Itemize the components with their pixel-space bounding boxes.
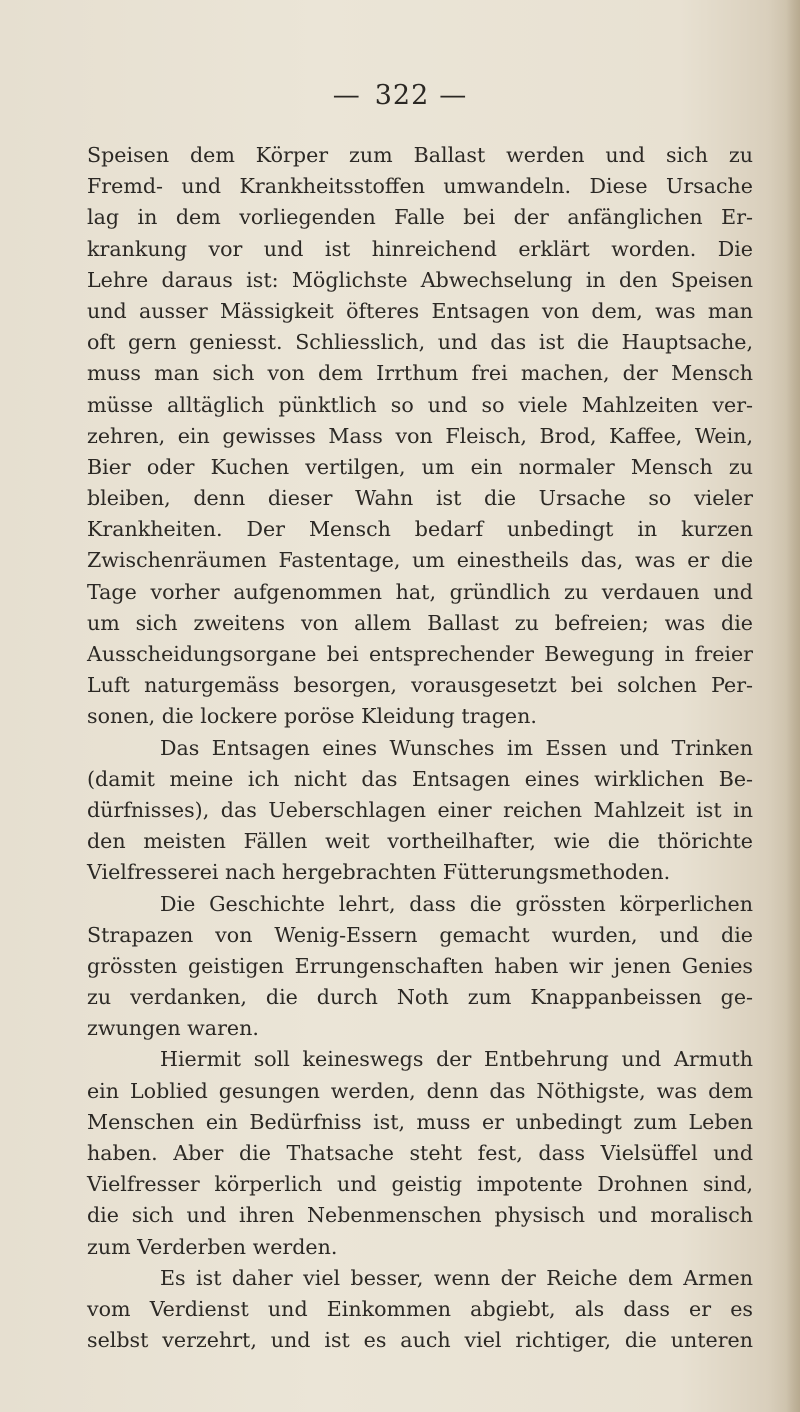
page-number: 322 — [374, 80, 430, 111]
text-line: Zwischenräumen Fastentage, um einestheils das, was er die — [87, 548, 753, 573]
header-dash-right: — — [439, 80, 468, 111]
text-line: bleiben, denn dieser Wahn ist die Ursache so vieler — [87, 486, 753, 511]
text-line: Es ist daher viel besser, wenn der Reiche dem Armen — [160, 1265, 753, 1290]
paragraph-4 — [87, 1044, 753, 1262]
text-line: muss man sich von dem Irrthum frei machen, der Mensch — [87, 361, 753, 386]
text-line: krankung vor und ist hinreichend erklärt worden. Die — [87, 236, 753, 261]
text-line: Vielfresser körperlich und geistig impotente Drohnen sind, — [87, 1172, 753, 1197]
text-line: zu verdanken, die durch Noth zum Knappanbeissen ge- — [87, 985, 753, 1010]
text-line: Das Entsagen eines Wunsches im Essen und Trinken — [160, 735, 753, 760]
text-line: die sich und ihren Nebenmenschen physisch und moralisch — [87, 1203, 753, 1228]
text-line: selbst verzehrt, und ist es auch viel richtiger, die unteren — [87, 1328, 753, 1353]
text-line: dürfnisses), das Ueberschlagen einer reichen Mahlzeit ist in — [87, 797, 753, 822]
text-line: Tage vorher aufgenommen hat, gründlich zu verdauen und — [87, 579, 753, 604]
text-line: Fremd- und Krankheitsstoffen umwandeln. Diese Ursache — [87, 174, 753, 199]
text-line: Menschen ein Bedürfniss ist, muss er unbedingt zum Leben — [87, 1109, 753, 1134]
header-dash-left: — — [332, 80, 361, 111]
text-line: müsse alltäglich pünktlich so und so viele Mahlzeiten ver- — [87, 392, 753, 417]
text-line: grössten geistigen Errungenschaften haben wir jenen Genies — [87, 953, 753, 978]
text-line: Vielfresserei nach hergebrachten Fütterungsmethoden. — [87, 860, 671, 885]
text-line: zehren, ein gewisses Mass von Fleisch, Brod, Kaffee, Wein, — [87, 423, 753, 448]
text-line: und ausser Mässigkeit öfteres Entsagen von dem, was man — [87, 298, 753, 323]
text-line: (damit meine ich nicht das Entsagen eines wirklichen Be- — [87, 766, 753, 791]
page-edge-shadow — [786, 0, 800, 1412]
text-line: um sich zweitens von allem Ballast zu befreien; was die — [87, 610, 753, 635]
text-line: Lehre daraus ist: Möglichste Abwechselung in den Speisen — [87, 267, 753, 292]
paragraph-5 — [87, 1263, 753, 1357]
text-line: Krankheiten. Der Mensch bedarf unbedingt in kurzen — [87, 517, 753, 542]
text-line: Hiermit soll keineswegs der Entbehrung und Armuth — [160, 1047, 753, 1072]
page-header — [0, 80, 800, 111]
text-line: zum Verderben werden. — [87, 1234, 338, 1259]
text-line: Speisen dem Körper zum Ballast werden und sich zu — [87, 143, 753, 167]
text-line: Strapazen von Wenig-Essern gemacht wurden, und die — [87, 922, 753, 947]
paragraph-2 — [87, 733, 753, 889]
text-line: Ausscheidungsorgane bei entsprechender Bewegung in freier — [87, 642, 753, 666]
text-line: oft gern geniesst. Schliesslich, und das ist die Hauptsache, — [87, 330, 753, 355]
text-line: Bier oder Kuchen vertilgen, um ein normaler Mensch zu — [87, 454, 753, 479]
body-text — [87, 140, 753, 1356]
text-line: zwungen waren. — [87, 1016, 259, 1041]
text-line: vom Verdienst und Einkommen abgiebt, als dass er es — [87, 1296, 753, 1321]
paragraph-1 — [87, 140, 753, 733]
text-line: Die Geschichte lehrt, dass die grössten körperlichen — [160, 891, 753, 916]
paragraph-3 — [87, 889, 753, 1045]
text-line: ein Loblied gesungen werden, denn das Nöthigste, was dem — [87, 1078, 753, 1103]
text-line: Luft naturgemäss besorgen, vorausgesetzt bei solchen Per- — [87, 673, 753, 698]
text-line: lag in dem vorliegenden Falle bei der anfänglichen Er- — [87, 205, 753, 230]
text-line: den meisten Fällen weit vortheilhafter, wie die thörichte — [87, 829, 753, 854]
text-line: haben. Aber die Thatsache steht fest, dass Vielsüffel und — [87, 1141, 753, 1165]
text-line: sonen, die lockere poröse Kleidung tragen. — [87, 704, 537, 729]
